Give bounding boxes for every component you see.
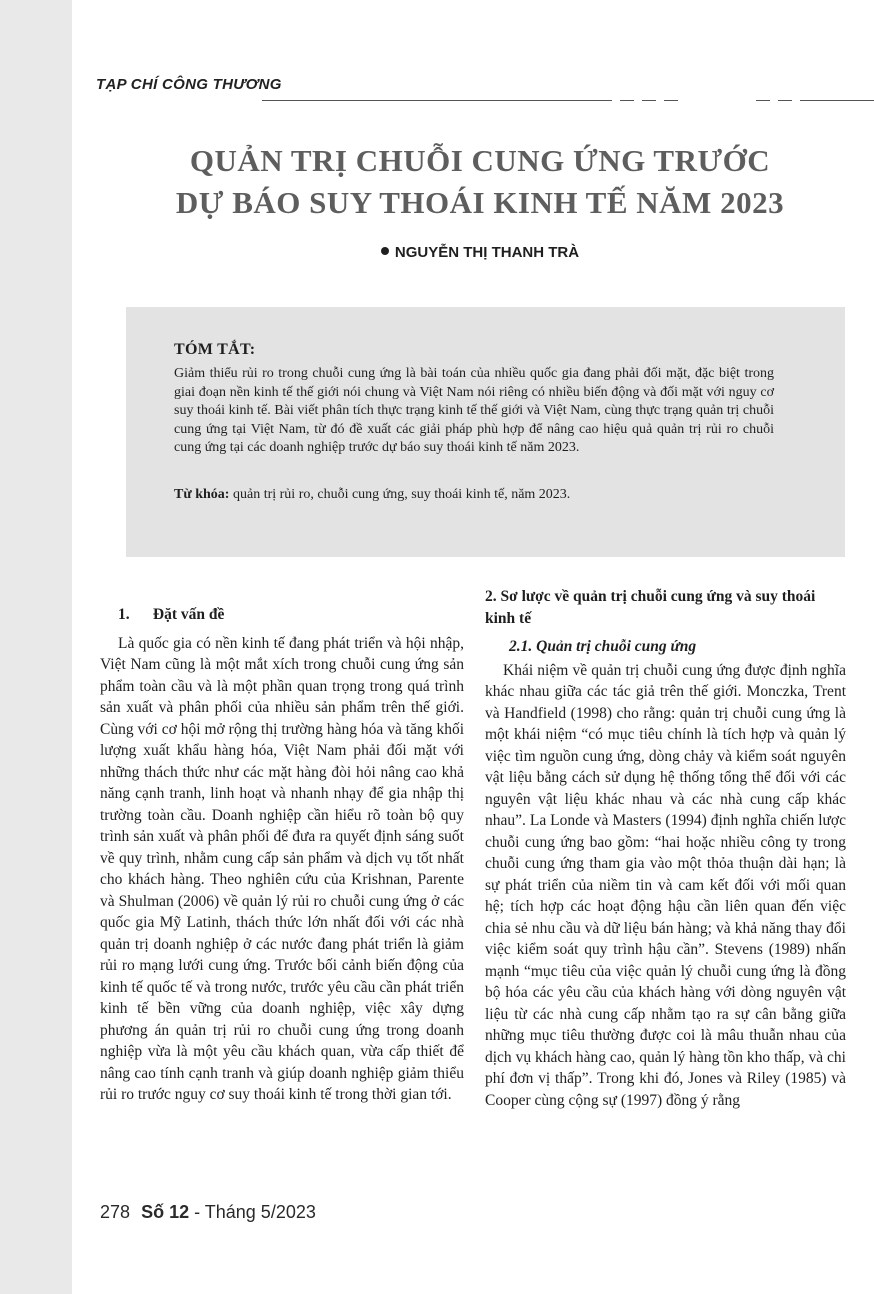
keywords-text: quản trị rủi ro, chuỗi cung ứng, suy thoái kinh tế, năm 2023.	[229, 487, 571, 502]
section-2-1-paragraph: Khái niệm về quản trị chuỗi cung ứng được định nghĩa khác nhau giữa các tác giả trên thế giới. Monczka, Trent và Handfield (1998) cho rằng: quản trị chuỗi cung ứng là một khái niệm “có mục tiêu chính là tích hợp và quản lý việc tìm nguồn cung ứng, dòng chảy và kiểm soát nguyên vật liệu bằng cách sử dụng hệ thống tổng thể đối với các nguyên vật liệu khác nhau và các nhà cung cấp khác nhau”. La Londe và Masters (1994) định nghĩa chiến lược chuỗi cung ứng bao gồm: “hai hoặc nhiều công ty trong chuỗi cung ứng tham gia vào một thỏa thuận dài hạn; là sự phát triển của niềm tin và cam kết đối với mối quan hệ; tích hợp các hoạt động hậu cần liên quan đến việc chia sẻ nhu cầu và dữ liệu bán hàng; và khả năng thay đổi việc kiểm soát quy trình hậu cần”. Stevens (1989) nhấn mạnh “mục tiêu của việc quản lý chuỗi cung ứng là đồng bộ hóa các yêu cầu của khách hàng với dòng nguyên vật liệu từ các nhà cung cấp nhằm tạo ra sự cân bằng giữa những mục tiêu thường được coi là mâu thuẫn nhau của dịch vụ khách hàng cao, quản lý hàng tồn kho thấp, và chi phí đơn vị thấp”. Trong khi đó, Jones và Riley (1985) và Cooper cùng cộng sự (1997) đồng ý rằng	[485, 661, 846, 1109]
page-number: 278	[100, 1202, 131, 1222]
left-column	[100, 604, 464, 1106]
article-title	[100, 140, 860, 224]
keywords-label: Từ khóa:	[174, 487, 230, 502]
title-line-2: DỰ BÁO SUY THOÁI KINH TẾ NĂM 2023	[175, 185, 785, 220]
header-dash	[756, 100, 770, 101]
journal-name: TẠP CHÍ CÔNG THƯƠNG	[96, 76, 282, 93]
abstract-heading: TÓM TẮT:	[174, 341, 256, 358]
issue-date: - Tháng 5/2023	[189, 1202, 316, 1222]
header-dash	[664, 100, 678, 101]
header-rule	[262, 100, 612, 101]
section-1-paragraph: Là quốc gia có nền kinh tế đang phát triển và hội nhập, Việt Nam cũng là một mắt xích trong chuỗi cung ứng sản phẩm toàn cầu và là một phần quan trọng trong quá trình sản xuất và phân phối của nhiều sản phẩm trên thế giới. Cùng với cơ hội mở rộng thị trường hàng hóa và tăng khối lượng xuất khẩu hàng hóa, Việt Nam phải đối mặt với những thách thức như các mặt hàng đòi hỏi nâng cao khả năng cạnh tranh, linh hoạt và nhanh nhạy để gia nhập thị trường toàn cầu. Doanh nghiệp cần hiểu rõ toàn bộ quy trình sản xuất và phân phối để đưa ra quyết định sáng suốt về quy trình, nhằm cung cấp sản phẩm và dịch vụ tốt nhất cho khách hàng. Theo nghiên cứu của Krishnan, Parente và Shulman (2006) về quản lý rủi ro chuỗi cung ứng ở các quốc gia Mỹ Latinh, thách thức lớn nhất đối với các nhà quản trị doanh nghiệp ở các nước đang phát triển là giảm rủi ro mạng lưới cung ứng. Trước bối cảnh biến động của kinh tế quốc tế và trong nước, trước yêu cầu cần phát triển kinh tế bền vững của doanh nghiệp, việc xây dựng phương án quản trị rủi ro chuỗi cung ứng trong doanh nghiệp vừa là một yêu cầu khách quan, vừa cấp thiết để nâng cao tính cạnh tranh và giúp doanh nghiệp giảm thiểu rủi ro trước nguy cơ suy thoái kinh tế trong thời gian tới.	[100, 634, 464, 1103]
issue-number: Số 12	[141, 1202, 190, 1222]
section-1-heading: 1. Đặt vấn đề	[118, 606, 225, 623]
abstract-box	[126, 307, 845, 557]
header-dash	[642, 100, 656, 101]
title-line-1: QUẢN TRỊ CHUỖI CUNG ỨNG TRƯỚC	[189, 143, 771, 178]
section-2-1-heading: 2.1. Quản trị chuỗi cung ứng	[509, 638, 697, 655]
section-2-heading: 2. Sơ lược về quản trị chuỗi cung ứng và suy thoái kinh tế	[485, 588, 816, 627]
header-dash	[620, 100, 634, 101]
right-column	[485, 586, 846, 1111]
page-footer	[100, 1202, 316, 1223]
author-name: NGUYỄN THỊ THANH TRÀ	[394, 244, 580, 261]
bullet-icon	[381, 247, 389, 255]
header-rule	[800, 100, 874, 101]
author-line	[100, 244, 860, 261]
page-margin-band	[0, 0, 72, 1294]
header-dash	[778, 100, 792, 101]
keywords	[174, 486, 794, 505]
abstract-text: Giảm thiểu rủi ro trong chuỗi cung ứng là bài toán của nhiều quốc gia đang phải đối mặt, đặc biệt trong giai đoạn nền kinh tế thế giới nói chung và Việt Nam nói riêng có nhiều biến động và đối mặt với nguy cơ suy thoái kinh tế. Bài viết phân tích thực trạng kinh tế thế giới và Việt Nam, cùng thực trạng quản trị chuỗi cung ứng tại Việt Nam, từ đó đề xuất các giải pháp phù hợp để nâng cao hiệu quả quản trị rủi ro chuỗi cung ứng tại các doanh nghiệp trước dự báo suy thoái kinh tế năm 2023.	[174, 366, 774, 455]
